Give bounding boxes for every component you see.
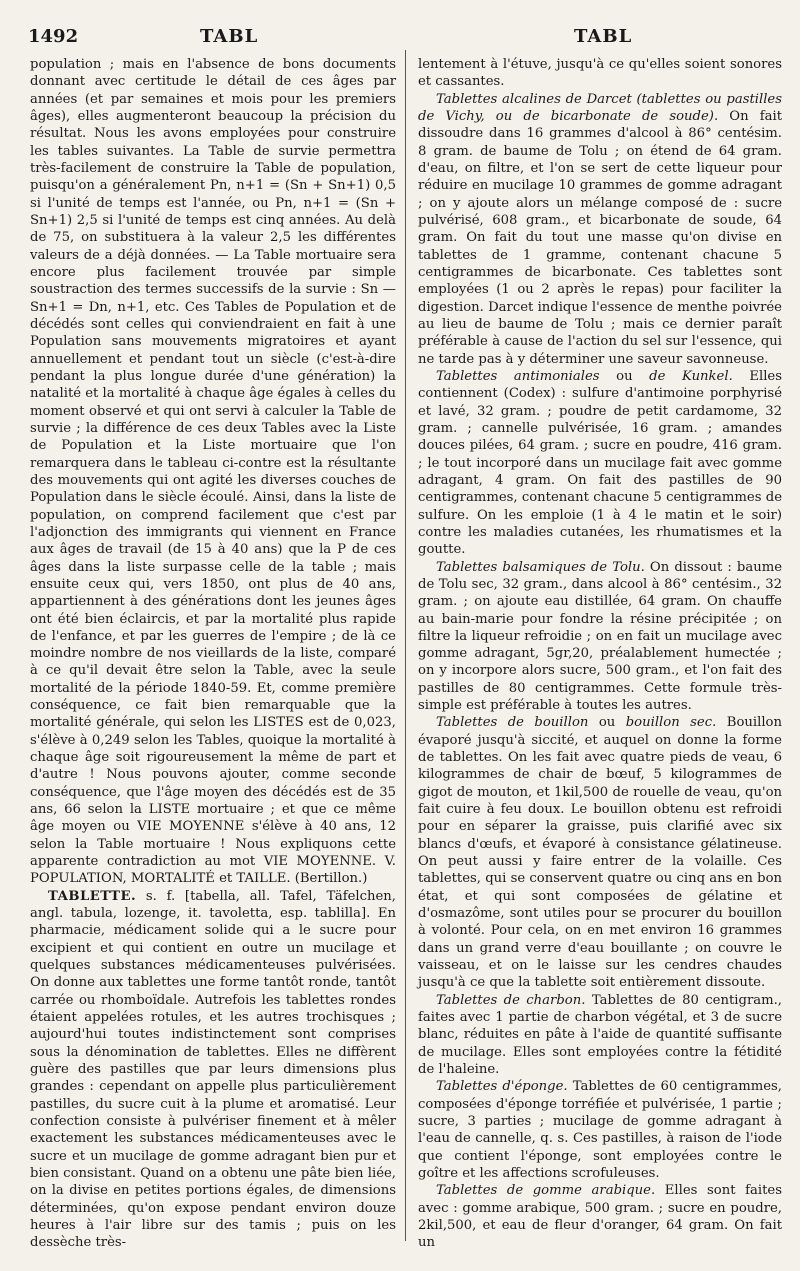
population-paragraph: population ; mais en l'absence de bons documents donnant avec certitude le détail de ces âges par années (et par semaines et mois pour les premiers âges), elles augmenteront beaucoup la précision du résultat. Nous les avons employées pour construire les tables suivantes. La Table de survie permettra très-facilement de construire la Table de population, puisqu'on a généralement Pn, n+1 = (Sn + Sn+1) 0,5 si l'unité de temps est l'année, ou Pn, n+1 = (Sn + Sn+1) 2,5 si l'unité de temps est cinq années. Au delà de 75, on substituera à la valeur 2,5 les différentes valeurs de a déjà données. — La Table mortuaire sera encore plus facilement trouvée par simple soustraction des termes successifs de la survie : Sn — Sn+1 = Dn, n+1, etc. Ces Tables de Population et de décédés sont celles qui conviendraient en fait à une Population sans mouvements migratoires et ayant annuellement et pendant tout un siècle (c'est-à-dire pendant la plus longue durée d'une génération) la natalité et la mortalité à chaque âge égales à celles du moment observé et qui ont servi à calculer la Table de survie ; la différence de ces deux Tables avec la Liste de Population et la Liste mortuaire que l'on remarquera dans le tableau ci-contre est la résultante des mouvements qui ont agité les diverses couches de Population dans le siècle écoulé. Ainsi, dans la liste de population, on comprend facilement que c'est par l'adjonction des immigrants qui viennent en France aux âges de travail (de 15 à 40 ans) que la P de ces âges dans la liste surpasse celle de la table ; mais ensuite ceux qui, vers 1850, ont plus de 40 ans, appartiennent à des générations dont les jeunes âges ont été bien éclaircis, et par la mortalité plus rapide de l'enfance, et par les guerres de l'empire ; de là ce moindre nombre de nos vieillards de la liste, comparé à ce qu'il devait être selon la Table, avec la seule mortalité de la période 1840-59. Et, comme première conséquence, ce fait bien remarquable que la mortalité générale, qui selon les LISTES est de 0,023, s'élève à 0,249 selon les Tables, quoique la mortalité à chaque âge soit rigoureusement la même de part et d'autre ! Nous pouvons ajouter, comme seconde conséquence, que l'âge moyen des décédés est de 35 ans, 66 selon la LISTE mortuaire ; et que ce même âge moyen ou VIE MOYENNE s'élève à 40 ans, 12 selon la Table mortuaire ! Nous expliquons cette apparente contradiction au mot VIE MOYENNE. V. POPULATION, MORTALITÉ et TAILLE. (Bertillon.) <box>30 57 396 887</box>
page-number: 1492 <box>28 26 79 47</box>
alcalines-paragraph <box>418 91 782 368</box>
eponge-paragraph <box>418 1078 782 1182</box>
tolu-title: Tablettes balsamiques de Tolu. <box>436 559 645 575</box>
gomme-paragraph <box>418 1182 782 1251</box>
antimoniales-conj: ou <box>616 368 633 384</box>
continuation-paragraph: lentement à l'étuve, jusqu'à ce qu'elles soient sonores et cassantes. <box>418 57 782 90</box>
antimoniales-title: Tablettes antimoniales <box>436 368 600 384</box>
entry-headword: TABLETTE. <box>48 888 137 904</box>
bouillon-conj: ou <box>598 715 616 731</box>
eponge-text: Tablettes de 60 centigrammes, composées d'éponge torréfiée et pulvérisée, 1 partie ; sucre, 3 parties ; mucilage de gomme adragant à l'eau de cannelle, q. s. Ces pastilles, à raison de l'iode que contient l'éponge, sont employées contre le goître et les affections scrofuleuses. <box>418 1079 782 1181</box>
left-column <box>30 56 396 1252</box>
alcalines-text: On fait dissoudre dans 16 grammes d'alcool à 86° centésim. 8 gram. de baume de Tolu ; on étend de 64 gram. d'eau, on filtre, et l'on se sert de cette liqueur pour réduire en mucilage 10 grammes de gomme adragant ; on y ajoute alors un mélange composé de : sucre pulvérisé, 608 gram., et bicarbonate de soude, 64 gram. On fait du tout une masse qu'on divise en tablettes de 1 gramme, contenant chacune 5 centigrammes de bicarbonate. Ces tablettes sont employées (1 ou 2 après le repas) pour faciliter la digestion. Darcet indique l'essence de menthe poivrée au lieu de baume de Tolu ; mais ce dernier paraît préférable à cause de l'action du sel sur l'essence, qui ne tarde pas à y déterminer une saveur savonneuse. <box>418 108 783 367</box>
alcalines-title: Tablettes alcalines de Darcet (tablettes ou pastilles de Vichy, ou de bicarbonate de soude). <box>418 91 782 124</box>
gomme-text: Elles sont faites avec : gomme arabique, 500 gram. ; sucre en poudre, 2kil,500, et eau de fleur d'oranger, 64 gram. On fait un <box>418 1183 782 1251</box>
tablette-entry <box>30 888 396 1252</box>
eponge-title: Tablettes d'éponge. <box>436 1079 568 1095</box>
antimoniales-paragraph <box>418 368 782 559</box>
kunkel-title: de Kunkel. <box>649 368 733 384</box>
column-divider <box>405 50 406 1241</box>
antimoniales-text: Elles contiennent (Codex) : sulfure d'antimoine porphyrisé et lavé, 32 gram. ; poudre de petit cardamome, 32 gram. ; cannelle pulvérisée, 16 gram. ; amandes douces pilées, 64 gram. ; sucre en poudre, 416 gram. ; le tout incorporé dans un mucilage fait avec gomme adragant, 4 gram. On fait des pastilles de 90 centigrammes, contenant chacune 5 centigrammes de sulfure. On les emploie (1 à 4 le matin et le soir) contre les maladies cutanées, les rhumatismes et la goutte. <box>418 368 782 558</box>
bouillon-text: Bouillon évaporé jusqu'à siccité, et auquel on donne la forme de tablettes. On les fait avec quatre pieds de veau, 6 kilogrammes de chair de bœuf, 5 kilogrammes de gigot de mouton, et 1kil,500 de rouelle de veau, qu'on fait cuire à feu doux. Le bouillon obtenu est refroidi pour en séparer la graisse, puis clarifié avec six blancs d'œufs, et évaporé à consistance gélatineuse. On peut aussi y faire entrer de la volaille. Ces tablettes, qui se conservent quatre ou cinq ans en bon état, et qui sont composées de gélatine et d'osmazôme, sont utiles pour se procurer du bouillon à volonté. Pour cela, on en met environ 16 grammes dans un grand verre d'eau bouillante ; on couvre le vaisseau, et on le laisse sur les cendres chaudes jusqu'à ce que la tablette soit entièrement dissoute. <box>418 715 782 991</box>
bouillon-sec-title: bouillon sec. <box>625 715 717 731</box>
charbon-title: Tablettes de charbon. <box>436 992 586 1008</box>
gomme-title: Tablettes de gomme arabique. <box>436 1183 656 1199</box>
bouillon-paragraph <box>418 714 782 991</box>
tablette-definition: s. f. [tabella, all. Tafel, Täfelchen, angl. tabula, lozenge, it. tavoletta, esp. tablilla]. En pharmacie, médicament solide qui a le sucre pour excipient et qui contient en outre un mucilage et quelques substances médicamenteuses pulvérisées. On donne aux tablettes une forme tantôt ronde, tantôt carrée ou rhomboïdale. Autrefois les tablettes rondes étaient appelées rotules, et les autres trochisques ; aujourd'hui toutes indistinctement sont comprises sous la dénomination de tablettes. Elles ne diffèrent guère des pastilles que par leurs dimensions plus grandes : cependant on appelle plus particulièrement pastilles, du sucre cuit à la plume et aromatisé. Leur confection consiste à pulvériser finement et à mêler exactement les substances médicamenteuses avec le sucre et un mucilage de gomme adragant bien pur et bien consistant. Quand on a obtenu une pâte bien liée, on la divise en petites portions égales, de dimensions déterminées, qu'on expose pendant environ douze heures à l'air libre sur des tamis ; puis on les dessèche très- <box>30 888 396 1251</box>
right-column <box>418 56 782 1252</box>
running-head-left: TABL <box>200 26 259 47</box>
running-head-right: TABL <box>574 26 633 47</box>
tolu-text: On dissout : baume de Tolu sec, 32 gram., dans alcool à 86° centésim., 32 gram. ; on ajoute eau distillée, 64 gram. On chauffe au bain-marie pour fondre la résine précipitée ; on filtre la liqueur refroidie ; on en fait un mucilage avec gomme adragant, 5gr,20, préalablement humectée ; on y incorpore alors sucre, 500 gram., et l'on fait des pastilles de 80 centigrammes. Cette formule très-simple est préférable à toutes les autres. <box>418 559 782 714</box>
page-header <box>0 22 800 52</box>
charbon-text: Tablettes de 80 centigram., faites avec 1 partie de charbon végétal, et 3 de sucre blanc, réduites en pâte à l'aide de quantité suffisante de mucilage. Elles sont employées contre la fétidité de l'haleine. <box>418 992 782 1078</box>
tolu-paragraph <box>418 559 782 715</box>
bouillon-title: Tablettes de bouillon <box>436 715 589 731</box>
charbon-paragraph <box>418 992 782 1079</box>
